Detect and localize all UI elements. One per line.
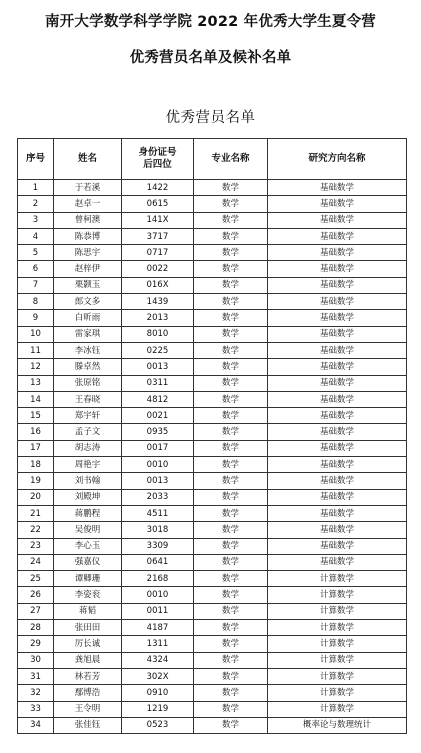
table-body <box>18 180 407 734</box>
table-row <box>18 473 407 489</box>
table-row <box>18 571 407 587</box>
cell-name: 强嘉仪 <box>54 554 122 570</box>
cell-seq: 25 <box>18 571 54 587</box>
cell-name: 滕卓然 <box>54 359 122 375</box>
table-row <box>18 603 407 619</box>
cell-name: 谭卿珊 <box>54 571 122 587</box>
cell-direction: 基础数学 <box>268 245 407 261</box>
cell-major: 数学 <box>194 489 268 505</box>
cell-id-tail: 141X <box>122 212 194 228</box>
table-row <box>18 245 407 261</box>
cell-direction: 基础数学 <box>268 196 407 212</box>
header-id-tail-line1: 身份证号 <box>138 147 177 158</box>
cell-id-tail: 2033 <box>122 489 194 505</box>
cell-major: 数学 <box>194 180 268 196</box>
cell-name: 赵梓伊 <box>54 261 122 277</box>
cell-seq: 13 <box>18 375 54 391</box>
cell-id-tail: 4511 <box>122 505 194 521</box>
cell-name: 李心玉 <box>54 538 122 554</box>
cell-name: 李冰钰 <box>54 342 122 358</box>
cell-id-tail: 1439 <box>122 294 194 310</box>
cell-major: 数学 <box>194 603 268 619</box>
cell-direction: 基础数学 <box>268 359 407 375</box>
cell-direction: 计算数学 <box>268 603 407 619</box>
cell-id-tail: 0013 <box>122 359 194 375</box>
cell-seq: 27 <box>18 603 54 619</box>
table-row <box>18 277 407 293</box>
cell-major: 数学 <box>194 440 268 456</box>
table-row <box>18 196 407 212</box>
cell-direction: 基础数学 <box>268 554 407 570</box>
cell-direction: 计算数学 <box>268 701 407 717</box>
cell-name: 白昕雨 <box>54 310 122 326</box>
cell-seq: 19 <box>18 473 54 489</box>
cell-major: 数学 <box>194 228 268 244</box>
cell-major: 数学 <box>194 587 268 603</box>
cell-name: 郎文多 <box>54 294 122 310</box>
cell-direction: 基础数学 <box>268 440 407 456</box>
table-row <box>18 375 407 391</box>
cell-major: 数学 <box>194 701 268 717</box>
table-row <box>18 180 407 196</box>
roster-table <box>17 138 407 734</box>
cell-direction: 基础数学 <box>268 457 407 473</box>
cell-seq: 2 <box>18 196 54 212</box>
cell-major: 数学 <box>194 391 268 407</box>
cell-seq: 32 <box>18 685 54 701</box>
cell-direction: 概率论与数理统计 <box>268 717 407 733</box>
cell-id-tail: 0017 <box>122 440 194 456</box>
section-title: 优秀营员名单 <box>165 110 256 126</box>
table-row <box>18 342 407 358</box>
cell-major: 数学 <box>194 668 268 684</box>
cell-name: 厉长诚 <box>54 636 122 652</box>
table-row <box>18 391 407 407</box>
cell-name: 刘殿坤 <box>54 489 122 505</box>
cell-id-tail: 1311 <box>122 636 194 652</box>
cell-seq: 5 <box>18 245 54 261</box>
header-id-tail <box>122 139 194 180</box>
cell-id-tail: 3309 <box>122 538 194 554</box>
table-row <box>18 424 407 440</box>
cell-id-tail: 0021 <box>122 408 194 424</box>
cell-seq: 18 <box>18 457 54 473</box>
cell-seq: 31 <box>18 668 54 684</box>
cell-major: 数学 <box>194 261 268 277</box>
cell-id-tail: 0010 <box>122 587 194 603</box>
cell-major: 数学 <box>194 375 268 391</box>
cell-major: 数学 <box>194 538 268 554</box>
cell-seq: 33 <box>18 701 54 717</box>
cell-major: 数学 <box>194 342 268 358</box>
cell-seq: 10 <box>18 326 54 342</box>
cell-id-tail: 0311 <box>122 375 194 391</box>
cell-seq: 12 <box>18 359 54 375</box>
cell-direction: 计算数学 <box>268 636 407 652</box>
cell-name: 蒋鹏程 <box>54 505 122 521</box>
table-row <box>18 652 407 668</box>
cell-major: 数学 <box>194 636 268 652</box>
cell-major: 数学 <box>194 717 268 733</box>
cell-name: 王令明 <box>54 701 122 717</box>
cell-major: 数学 <box>194 408 268 424</box>
table-row <box>18 538 407 554</box>
cell-major: 数学 <box>194 326 268 342</box>
cell-major: 数学 <box>194 196 268 212</box>
cell-id-tail: 0010 <box>122 457 194 473</box>
table-row <box>18 457 407 473</box>
cell-name: 赵卓一 <box>54 196 122 212</box>
table-row <box>18 408 407 424</box>
cell-major: 数学 <box>194 359 268 375</box>
cell-id-tail: 4324 <box>122 652 194 668</box>
cell-major: 数学 <box>194 310 268 326</box>
cell-name: 王春晓 <box>54 391 122 407</box>
cell-direction: 基础数学 <box>268 212 407 228</box>
cell-seq: 14 <box>18 391 54 407</box>
cell-id-tail: 0022 <box>122 261 194 277</box>
table-row <box>18 294 407 310</box>
cell-name: 胡志涛 <box>54 440 122 456</box>
cell-seq: 4 <box>18 228 54 244</box>
cell-id-tail: 0910 <box>122 685 194 701</box>
header-id-tail-line2: 后四位 <box>143 159 172 170</box>
cell-direction: 基础数学 <box>268 505 407 521</box>
table-row <box>18 261 407 277</box>
cell-id-tail: 1422 <box>122 180 194 196</box>
cell-name: 张佳钰 <box>54 717 122 733</box>
table-row <box>18 685 407 701</box>
cell-seq: 9 <box>18 310 54 326</box>
table-row <box>18 636 407 652</box>
cell-seq: 15 <box>18 408 54 424</box>
cell-seq: 3 <box>18 212 54 228</box>
header-name: 姓名 <box>54 139 122 180</box>
cell-name: 陈思宇 <box>54 245 122 261</box>
cell-major: 数学 <box>194 571 268 587</box>
table-row <box>18 620 407 636</box>
cell-direction: 基础数学 <box>268 228 407 244</box>
table-row <box>18 489 407 505</box>
document-subtitle: 优秀营员名单及候补名单 <box>129 50 292 66</box>
cell-id-tail: 302X <box>122 668 194 684</box>
cell-direction: 基础数学 <box>268 522 407 538</box>
cell-name: 李姿衮 <box>54 587 122 603</box>
cell-major: 数学 <box>194 212 268 228</box>
cell-direction: 基础数学 <box>268 342 407 358</box>
header-direction: 研究方向名称 <box>268 139 407 180</box>
cell-major: 数学 <box>194 457 268 473</box>
cell-name: 郑宇轩 <box>54 408 122 424</box>
cell-seq: 22 <box>18 522 54 538</box>
cell-name: 蒋韬 <box>54 603 122 619</box>
cell-direction: 计算数学 <box>268 652 407 668</box>
cell-name: 栗颢玉 <box>54 277 122 293</box>
cell-major: 数学 <box>194 294 268 310</box>
cell-direction: 计算数学 <box>268 587 407 603</box>
cell-direction: 基础数学 <box>268 538 407 554</box>
cell-name: 龚旭晨 <box>54 652 122 668</box>
cell-id-tail: 4812 <box>122 391 194 407</box>
cell-direction: 计算数学 <box>268 571 407 587</box>
table-row <box>18 440 407 456</box>
cell-seq: 21 <box>18 505 54 521</box>
table-row <box>18 522 407 538</box>
cell-id-tail: 0717 <box>122 245 194 261</box>
cell-name: 于若溪 <box>54 180 122 196</box>
cell-name: 张田田 <box>54 620 122 636</box>
cell-seq: 6 <box>18 261 54 277</box>
cell-id-tail: 2168 <box>122 571 194 587</box>
cell-id-tail: 1219 <box>122 701 194 717</box>
cell-seq: 7 <box>18 277 54 293</box>
document-title: 南开大学数学科学学院 2022 年优秀大学生夏令营 <box>45 14 376 30</box>
cell-seq: 28 <box>18 620 54 636</box>
cell-seq: 26 <box>18 587 54 603</box>
cell-seq: 34 <box>18 717 54 733</box>
cell-id-tail: 0935 <box>122 424 194 440</box>
table-row <box>18 668 407 684</box>
cell-seq: 11 <box>18 342 54 358</box>
table-row <box>18 310 407 326</box>
cell-name: 林若芳 <box>54 668 122 684</box>
cell-major: 数学 <box>194 554 268 570</box>
table-row <box>18 228 407 244</box>
table-row <box>18 326 407 342</box>
cell-name: 周艳宇 <box>54 457 122 473</box>
table-row <box>18 359 407 375</box>
cell-name: 吴俊明 <box>54 522 122 538</box>
cell-seq: 29 <box>18 636 54 652</box>
cell-id-tail: 0013 <box>122 473 194 489</box>
cell-seq: 16 <box>18 424 54 440</box>
cell-name: 曾柯澳 <box>54 212 122 228</box>
cell-name: 陈恭博 <box>54 228 122 244</box>
cell-seq: 1 <box>18 180 54 196</box>
cell-id-tail: 0523 <box>122 717 194 733</box>
table-row <box>18 212 407 228</box>
cell-id-tail: 4187 <box>122 620 194 636</box>
cell-name: 刘书翰 <box>54 473 122 489</box>
cell-direction: 计算数学 <box>268 620 407 636</box>
header-major: 专业名称 <box>194 139 268 180</box>
cell-seq: 23 <box>18 538 54 554</box>
cell-direction: 计算数学 <box>268 668 407 684</box>
table-row <box>18 505 407 521</box>
table-row <box>18 554 407 570</box>
cell-id-tail: 8010 <box>122 326 194 342</box>
cell-id-tail: 3717 <box>122 228 194 244</box>
cell-id-tail: 0615 <box>122 196 194 212</box>
cell-direction: 基础数学 <box>268 408 407 424</box>
cell-id-tail: 0011 <box>122 603 194 619</box>
cell-name: 鄢博浩 <box>54 685 122 701</box>
cell-id-tail: 3018 <box>122 522 194 538</box>
cell-major: 数学 <box>194 685 268 701</box>
table-row <box>18 701 407 717</box>
cell-seq: 20 <box>18 489 54 505</box>
cell-name: 张原铭 <box>54 375 122 391</box>
cell-major: 数学 <box>194 522 268 538</box>
cell-direction: 基础数学 <box>268 277 407 293</box>
cell-major: 数学 <box>194 505 268 521</box>
cell-direction: 基础数学 <box>268 375 407 391</box>
table-row <box>18 717 407 733</box>
cell-direction: 基础数学 <box>268 261 407 277</box>
cell-major: 数学 <box>194 277 268 293</box>
cell-seq: 8 <box>18 294 54 310</box>
cell-direction: 计算数学 <box>268 685 407 701</box>
cell-major: 数学 <box>194 424 268 440</box>
cell-direction: 基础数学 <box>268 473 407 489</box>
cell-seq: 17 <box>18 440 54 456</box>
cell-direction: 基础数学 <box>268 326 407 342</box>
cell-id-tail: 0225 <box>122 342 194 358</box>
cell-id-tail: 016X <box>122 277 194 293</box>
cell-direction: 基础数学 <box>268 489 407 505</box>
cell-direction: 基础数学 <box>268 310 407 326</box>
cell-major: 数学 <box>194 652 268 668</box>
cell-major: 数学 <box>194 245 268 261</box>
cell-direction: 基础数学 <box>268 391 407 407</box>
cell-id-tail: 0641 <box>122 554 194 570</box>
table-header-row <box>18 139 407 180</box>
cell-id-tail: 2013 <box>122 310 194 326</box>
cell-major: 数学 <box>194 620 268 636</box>
cell-seq: 24 <box>18 554 54 570</box>
cell-direction: 基础数学 <box>268 424 407 440</box>
cell-seq: 30 <box>18 652 54 668</box>
cell-name: 孟子文 <box>54 424 122 440</box>
cell-major: 数学 <box>194 473 268 489</box>
cell-direction: 基础数学 <box>268 294 407 310</box>
cell-direction: 基础数学 <box>268 180 407 196</box>
cell-name: 雷家琪 <box>54 326 122 342</box>
header-seq: 序号 <box>18 139 54 180</box>
table-row <box>18 587 407 603</box>
